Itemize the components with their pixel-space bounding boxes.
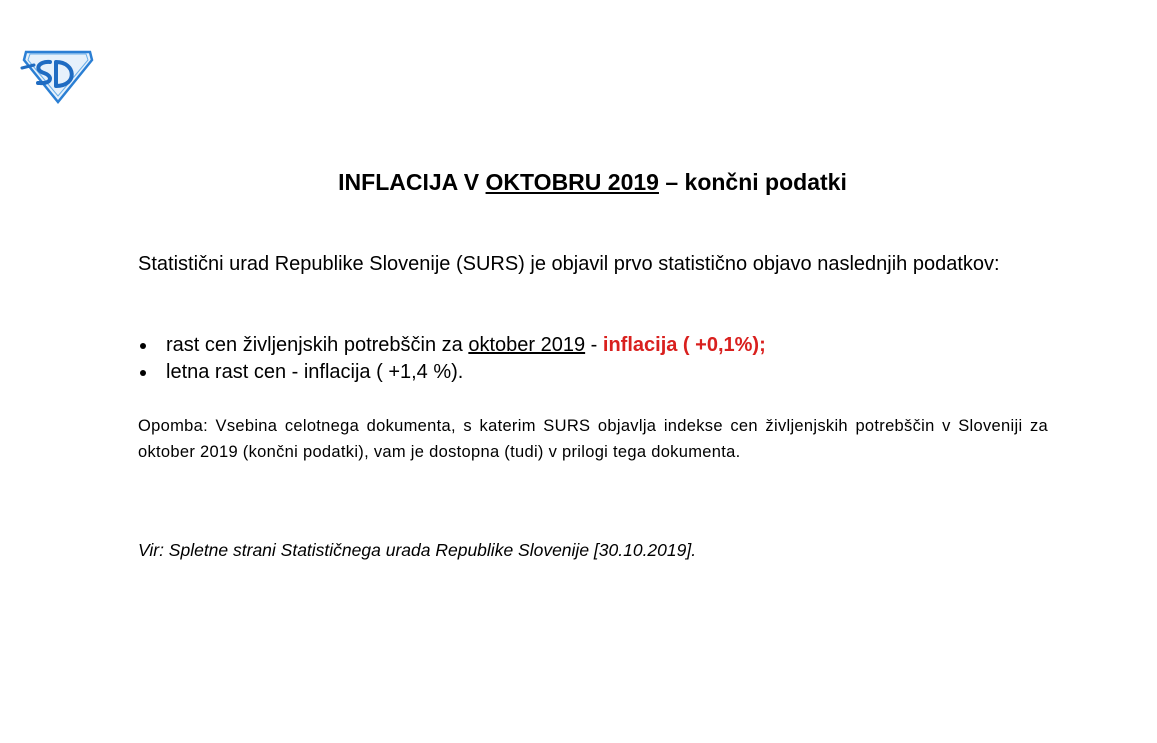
title-period: OKTOBRU 2019	[485, 169, 659, 195]
bullet-icon	[140, 343, 146, 349]
title-suffix: – končni podatki	[658, 169, 847, 195]
list-item	[138, 359, 1048, 386]
bullet-1-period: oktober 2019	[468, 334, 586, 356]
sd-shield-logo-icon	[20, 48, 96, 104]
bullet-1-inflation: inflacija ( +0,1%);	[602, 334, 766, 356]
source-citation: Vir: Spletne strani Statističnega urada Republike Slovenije [30.10.2019].	[138, 540, 697, 560]
bullet-1-dash: -	[585, 334, 603, 356]
bullet-1-prefix: rast cen življenjskih potrebščin za	[166, 334, 469, 356]
intro-paragraph: Statistični urad Republike Slovenije (SURS) je objavil prvo statistično objavo naslednjih podatkov:	[138, 253, 1000, 275]
list-item	[138, 332, 1048, 359]
bullet-list	[138, 332, 1048, 386]
document-title	[0, 168, 1157, 196]
note-paragraph: Opomba: Vsebina celotnega dokumenta, s katerim SURS objavlja indekse cen življenjskih potrebščin v Sloveniji za oktober 2019 (končni podatki), vam je dostopna (tudi) v prilogi tega dokumenta.	[138, 417, 1048, 461]
title-prefix: INFLACIJA V	[338, 169, 486, 195]
bullet-icon	[140, 370, 146, 376]
bullet-2-text: letna rast cen - inflacija ( +1,4 %).	[166, 361, 464, 383]
